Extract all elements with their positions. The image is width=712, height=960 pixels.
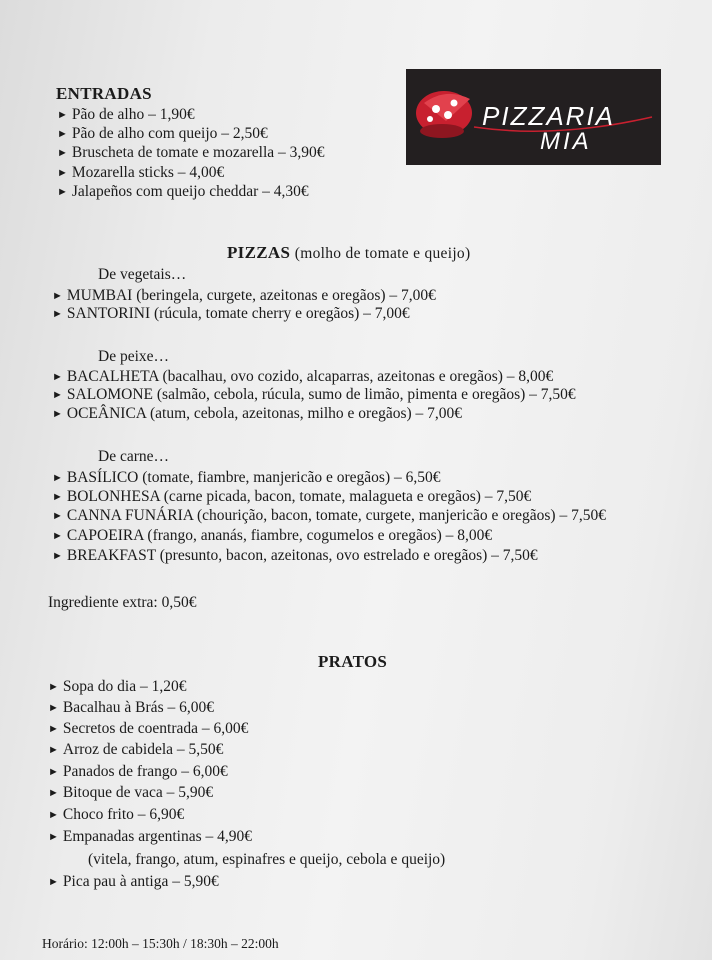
bullet-arrow-icon: ► [48,723,59,735]
category-label-vegetais: De vegetais… [98,266,187,283]
menu-item-text: Choco frito – 6,90€ [62,806,185,823]
menu-item-text: CANNA FUNÁRIA (chourição, bacon, tomate, curgete, manjericão e oregãos) – 7,50€ [66,507,606,524]
pizzaria-mia-logo [406,69,661,165]
extra-ingredient-note: Ingrediente extra: 0,50€ [48,594,197,611]
menu-item [57,163,224,184]
menu-item-text: Mozarella sticks – 4,00€ [71,164,225,181]
bullet-arrow-icon: ► [48,681,59,693]
menu-item-text: Pão de alho com queijo – 2,50€ [71,125,268,142]
menu-item-text: Bitoque de vaca – 5,90€ [62,784,214,801]
menu-item [48,740,223,761]
bullet-arrow-icon: ► [57,109,68,121]
bullet-arrow-icon: ► [52,290,63,302]
bullet-arrow-icon: ► [48,766,59,778]
menu-item-text: BOLONHESA (carne picada, bacon, tomate, malagueta e oregãos) – 7,50€ [66,488,532,505]
menu-item-text: SALOMONE (salmão, cebola, rúcula, sumo de limão, pimenta e oregãos) – 7,50€ [66,386,576,403]
bullet-arrow-icon: ► [57,147,68,159]
menu-item [57,182,309,203]
menu-item [48,698,214,719]
menu-item-text: SANTORINI (rúcula, tomate cherry e oregãos) – 7,00€ [66,305,410,322]
pizzas-title: PIZZAS [227,243,291,262]
pratos-heading: PRATOS [318,652,388,671]
menu-item [48,719,248,740]
menu-item [48,827,252,848]
menu-item-text: Pica pau à antiga – 5,90€ [62,873,219,890]
bullet-arrow-icon: ► [48,702,59,714]
menu-item-text: BREAKFAST (presunto, bacon, azeitonas, ovo estrelado e oregãos) – 7,50€ [66,547,538,564]
menu-item-text: Bruscheta de tomate e mozarella – 3,90€ [71,144,325,161]
menu-item [48,762,228,783]
menu-item [57,105,195,126]
menu-item [48,677,186,698]
menu-item [52,487,531,508]
menu-item-text: BASÍLICO (tomate, fiambre, manjericão e oregãos) – 6,50€ [66,469,441,486]
menu-item [52,468,441,489]
menu-item-text: Panados de frango – 6,00€ [62,763,228,780]
logo-line2: MIA [540,128,592,155]
menu-item [52,385,576,406]
menu-item-text: Pão de alho – 1,90€ [71,106,195,123]
bullet-arrow-icon: ► [52,530,63,542]
bullet-arrow-icon: ► [48,809,59,821]
bullet-arrow-icon: ► [52,408,63,420]
bullet-arrow-icon: ► [57,186,68,198]
menu-item-text: MUMBAI (beringela, curgete, azeitonas e oregãos) – 7,00€ [66,287,436,304]
menu-item [52,546,538,567]
opening-hours: Horário: 12:00h – 15:30h / 18:30h – 22:00h [42,936,279,951]
pizza-logo-icon [406,69,661,165]
category-label-carne: De carne… [98,448,169,465]
bullet-arrow-icon: ► [57,167,68,179]
menu-item [48,783,213,804]
menu-item [52,304,410,325]
logo-line1: PIZZARIA [482,101,616,131]
menu-item-text: Sopa do dia – 1,20€ [62,678,187,695]
entradas-heading: ENTRADAS [56,84,152,103]
bullet-arrow-icon: ► [52,491,63,503]
menu-item-text: BACALHETA (bacalhau, ovo cozido, alcaparras, azeitonas e oregãos) – 8,00€ [66,368,554,385]
menu-item-text: OCEÂNICA (atum, cebola, azeitonas, milho e oregãos) – 7,00€ [66,405,463,422]
bullet-arrow-icon: ► [52,389,63,401]
menu-item-text: Jalapeños com queijo cheddar – 4,30€ [71,183,309,200]
bullet-arrow-icon: ► [52,308,63,320]
bullet-arrow-icon: ► [48,787,59,799]
bullet-arrow-icon: ► [48,831,59,843]
menu-item [57,124,268,145]
menu-item [52,404,462,425]
bullet-arrow-icon: ► [57,128,68,140]
bullet-arrow-icon: ► [52,550,63,562]
menu-item-text: Secretos de coentrada – 6,00€ [62,720,249,737]
menu-item [52,526,492,547]
pizzas-subtitle: (molho de tomate e queijo) [294,245,471,262]
bullet-arrow-icon: ► [52,371,63,383]
pizzas-heading [227,243,470,263]
bullet-arrow-icon: ► [52,510,63,522]
menu-item [48,805,184,826]
category-label-peixe: De peixe… [98,348,170,365]
menu-item [57,143,325,164]
menu-item-text: Empanadas argentinas – 4,90€ [62,828,253,845]
bullet-arrow-icon: ► [48,876,59,888]
bullet-arrow-icon: ► [52,472,63,484]
menu-item-text: Arroz de cabidela – 5,50€ [62,741,224,758]
menu-item [52,506,606,527]
menu-item [48,872,219,893]
menu-item-text: CAPOEIRA (frango, ananás, fiambre, cogumelos e oregãos) – 8,00€ [66,527,493,544]
menu-item-text: Bacalhau à Brás – 6,00€ [62,699,214,716]
bullet-arrow-icon: ► [48,744,59,756]
empanadas-note: (vitela, frango, atum, espinafres e queijo, cebola e queijo) [88,851,446,868]
